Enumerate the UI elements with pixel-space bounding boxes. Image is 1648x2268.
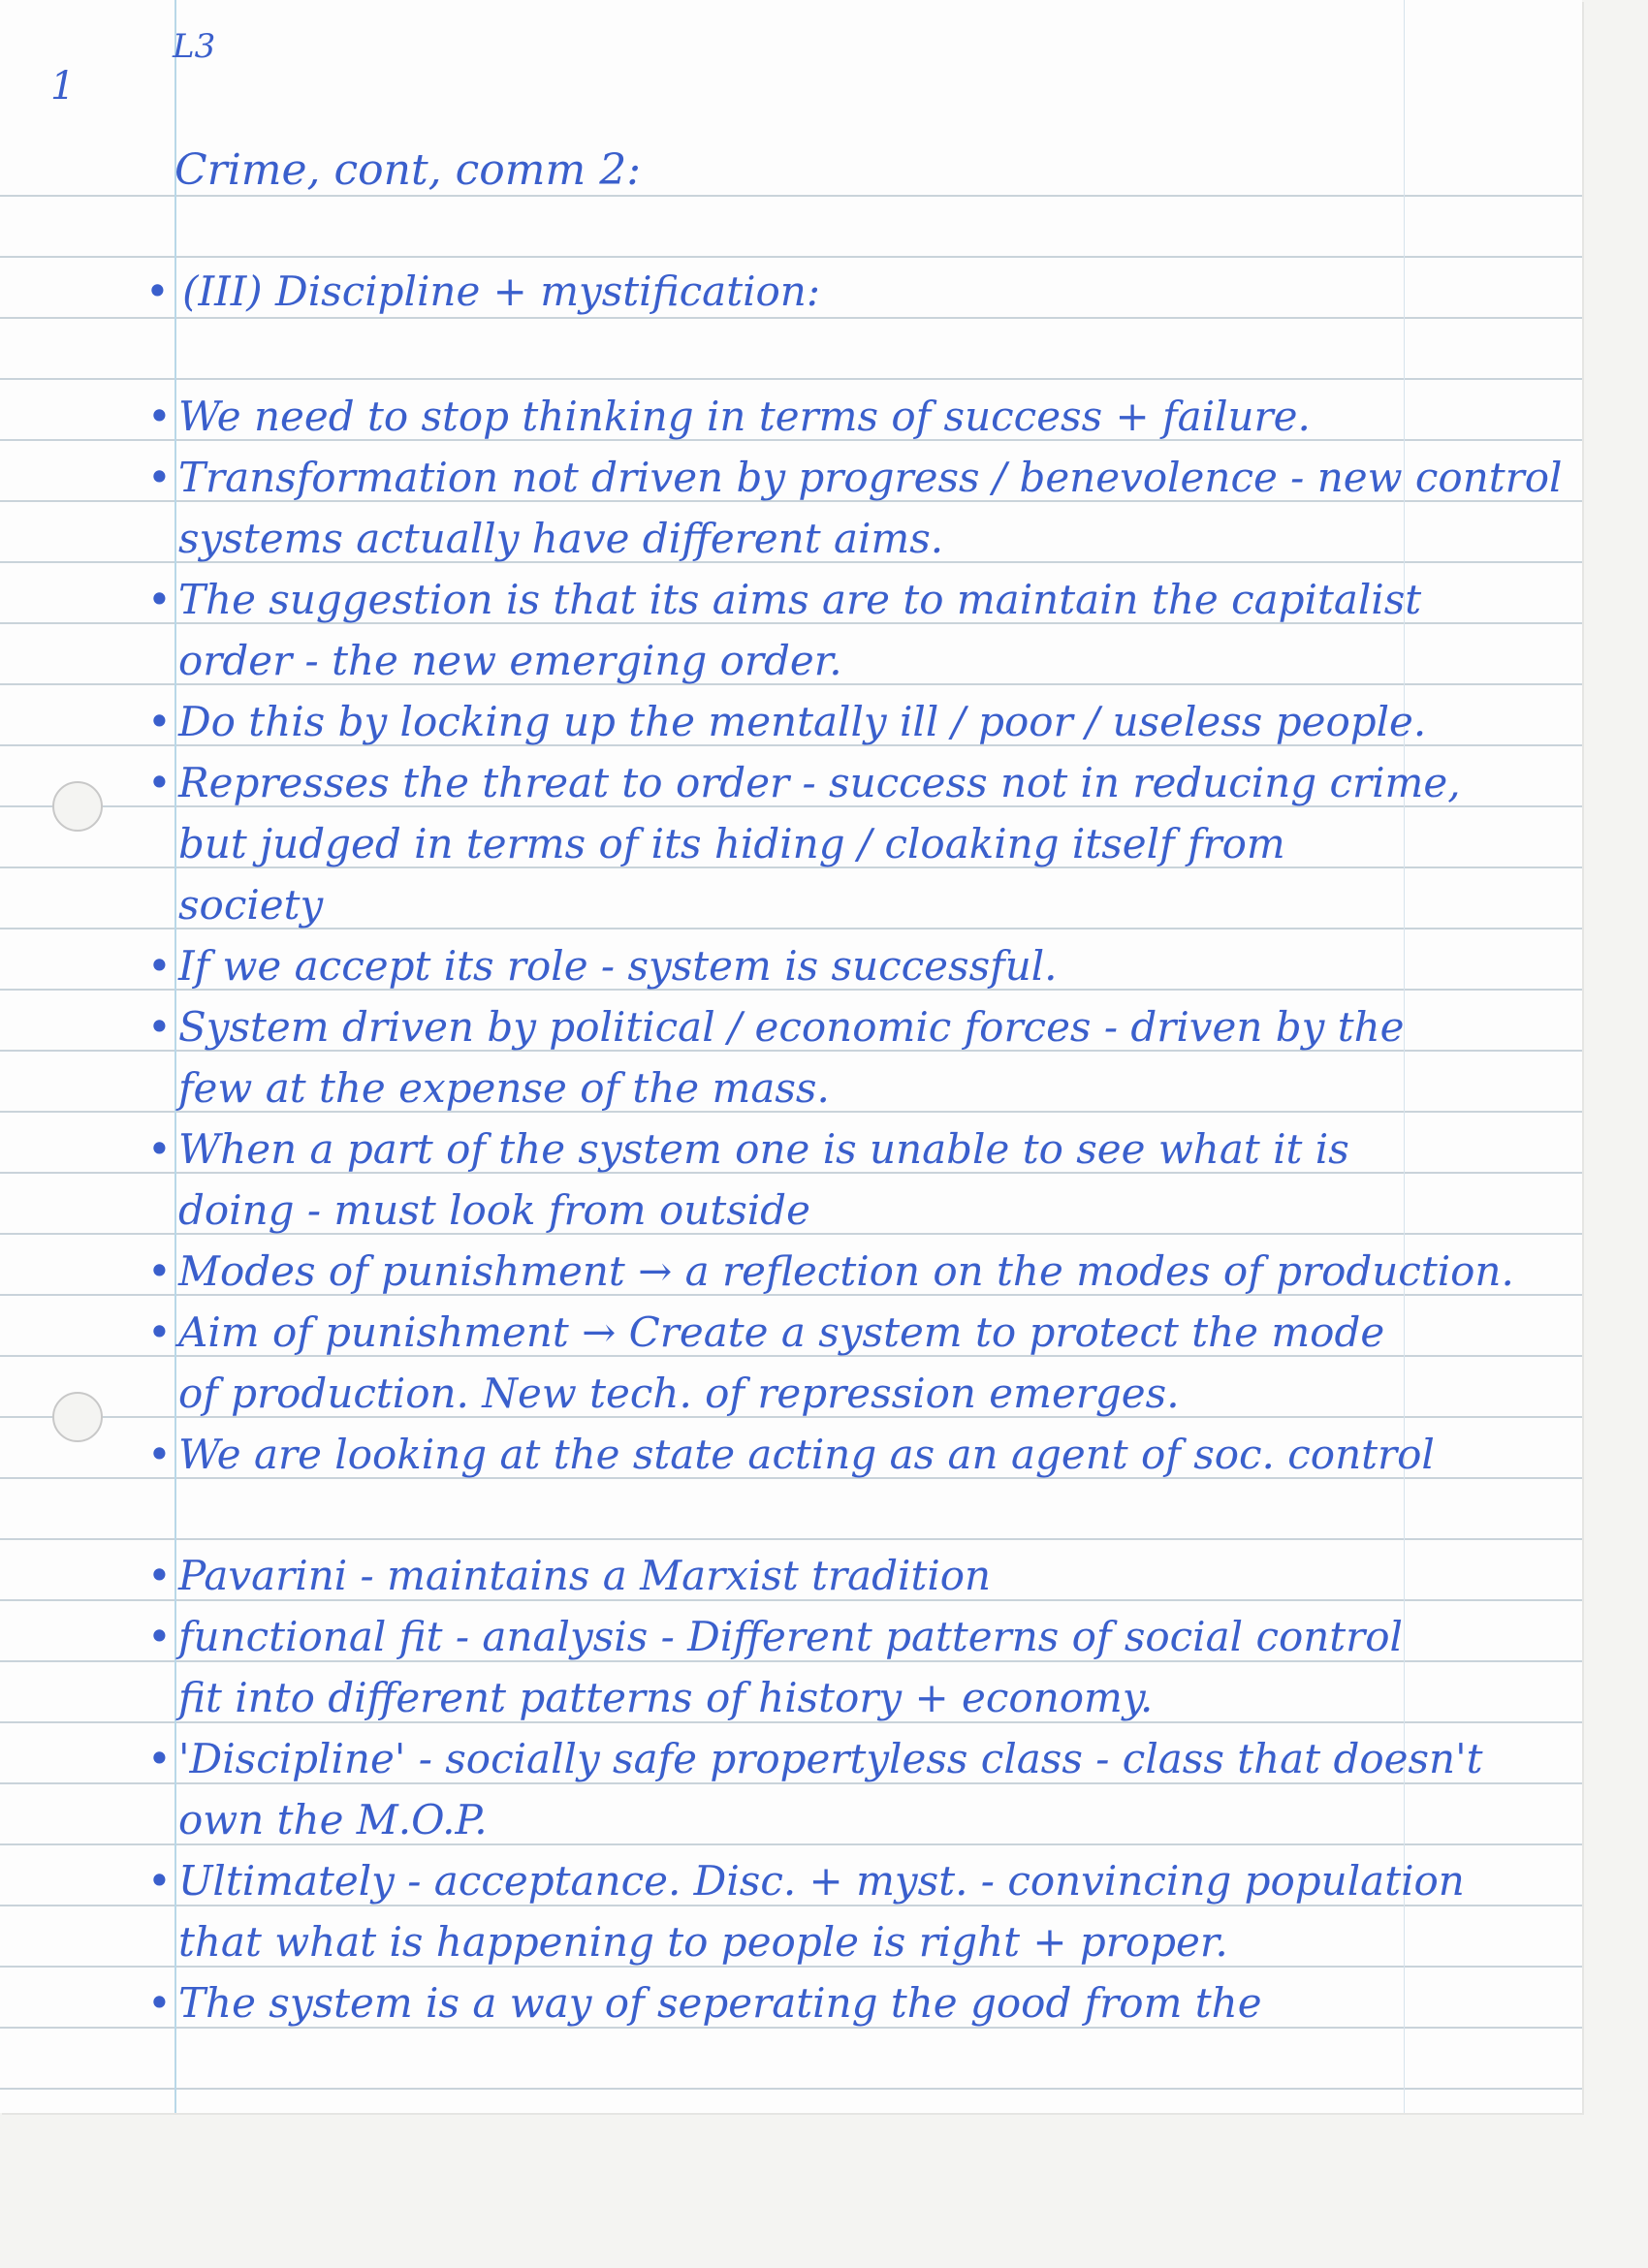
bullet: • bbox=[147, 942, 172, 990]
note-item bbox=[143, 447, 1563, 569]
note-line: We need to stop thinking in terms of success + failure. bbox=[178, 393, 1311, 440]
note-line: Aim of punishment → Create a system to protect the mode bbox=[178, 1308, 1385, 1356]
bullet: • bbox=[147, 1308, 172, 1356]
note-item bbox=[143, 569, 1539, 691]
punch-hole-top bbox=[52, 781, 103, 832]
note-line: doing - must look from outside bbox=[178, 1186, 810, 1234]
note-line: but judged in terms of its hiding / cloaking itself from bbox=[178, 820, 1285, 867]
punch-hole-bottom bbox=[52, 1392, 103, 1442]
bullet: • bbox=[147, 1979, 172, 2027]
section-title-text: (III) Discipline + mystification: bbox=[182, 268, 820, 315]
lecture-ref: L3 bbox=[173, 27, 216, 66]
note-line: 'Discipline' - socially safe propertyless class - class that doesn't bbox=[178, 1735, 1483, 1782]
bullet: • bbox=[147, 1003, 172, 1051]
bullet: • bbox=[147, 1125, 172, 1173]
bullet: • bbox=[147, 1247, 172, 1295]
note-line: few at the expense of the mass. bbox=[178, 1064, 830, 1112]
note-item bbox=[143, 1545, 1539, 1606]
note-item bbox=[143, 1241, 1539, 1302]
page-number: 1 bbox=[50, 64, 76, 109]
note-line: systems actually have different aims. bbox=[178, 515, 944, 562]
bullet: • bbox=[147, 698, 172, 745]
bullet: • bbox=[147, 1552, 172, 1599]
note-line: order - the new emerging order. bbox=[178, 637, 842, 684]
note-line: own the M.O.P. bbox=[178, 1796, 488, 1843]
note-item bbox=[143, 691, 1539, 752]
note-line: of production. New tech. of repression emerges. bbox=[178, 1370, 1180, 1417]
note-line: System driven by political / economic forces - driven by the bbox=[178, 1003, 1405, 1051]
note-line: Modes of punishment → a reflection on the modes of production. bbox=[178, 1247, 1514, 1295]
note-line: fit into different patterns of history + economy. bbox=[178, 1674, 1154, 1721]
note-line: Do this by locking up the mentally ill / poor / useless people. bbox=[178, 698, 1427, 745]
note-item bbox=[143, 1728, 1539, 1850]
note-item bbox=[143, 1606, 1539, 1728]
bullet: • bbox=[147, 1735, 172, 1782]
note-item bbox=[143, 1302, 1539, 1424]
notes-list bbox=[143, 386, 1563, 2033]
note-line: Pavarini - maintains a Marxist tradition bbox=[178, 1552, 992, 1599]
bullet: • bbox=[147, 454, 172, 501]
note-line: The system is a way of seperating the good from the bbox=[178, 1979, 1262, 2027]
bullet: • bbox=[147, 1431, 172, 1478]
note-line: The suggestion is that its aims are to maintain the capitalist bbox=[178, 576, 1422, 623]
note-item bbox=[143, 1424, 1539, 1485]
page-heading: Crime, cont, comm 2: bbox=[174, 145, 642, 195]
note-item bbox=[143, 752, 1539, 935]
note-line: When a part of the system one is unable to see what it is bbox=[178, 1125, 1349, 1173]
bullet: • bbox=[147, 1613, 172, 1660]
bullet: • bbox=[147, 576, 172, 623]
note-line: If we accept its role - system is successful. bbox=[178, 942, 1058, 990]
section-title bbox=[145, 268, 820, 315]
bullet: • bbox=[147, 1857, 172, 1905]
bullet: • bbox=[147, 393, 172, 440]
note-line: functional fit - analysis - Different patterns of social control bbox=[178, 1613, 1403, 1660]
note-item bbox=[143, 996, 1539, 1118]
note-line: society bbox=[178, 881, 324, 929]
note-line: We are looking at the state acting as an agent of soc. control bbox=[178, 1431, 1435, 1478]
note-line: Transformation not driven by progress / benevolence - new control bbox=[178, 454, 1563, 501]
note-line: Represses the threat to order - success not in reducing crime, bbox=[178, 759, 1461, 806]
note-item bbox=[143, 1972, 1539, 2033]
note-item bbox=[143, 386, 1539, 447]
note-item bbox=[143, 935, 1539, 996]
note-line: that what is happening to people is right + proper. bbox=[178, 1918, 1228, 1966]
bullet: • bbox=[147, 759, 172, 806]
bullet: • bbox=[145, 268, 170, 315]
note-item bbox=[143, 1850, 1539, 1972]
note-item bbox=[143, 1118, 1539, 1241]
blank-line bbox=[143, 1485, 1539, 1545]
note-line: Ultimately - acceptance. Disc. + myst. - convincing population bbox=[178, 1857, 1465, 1905]
